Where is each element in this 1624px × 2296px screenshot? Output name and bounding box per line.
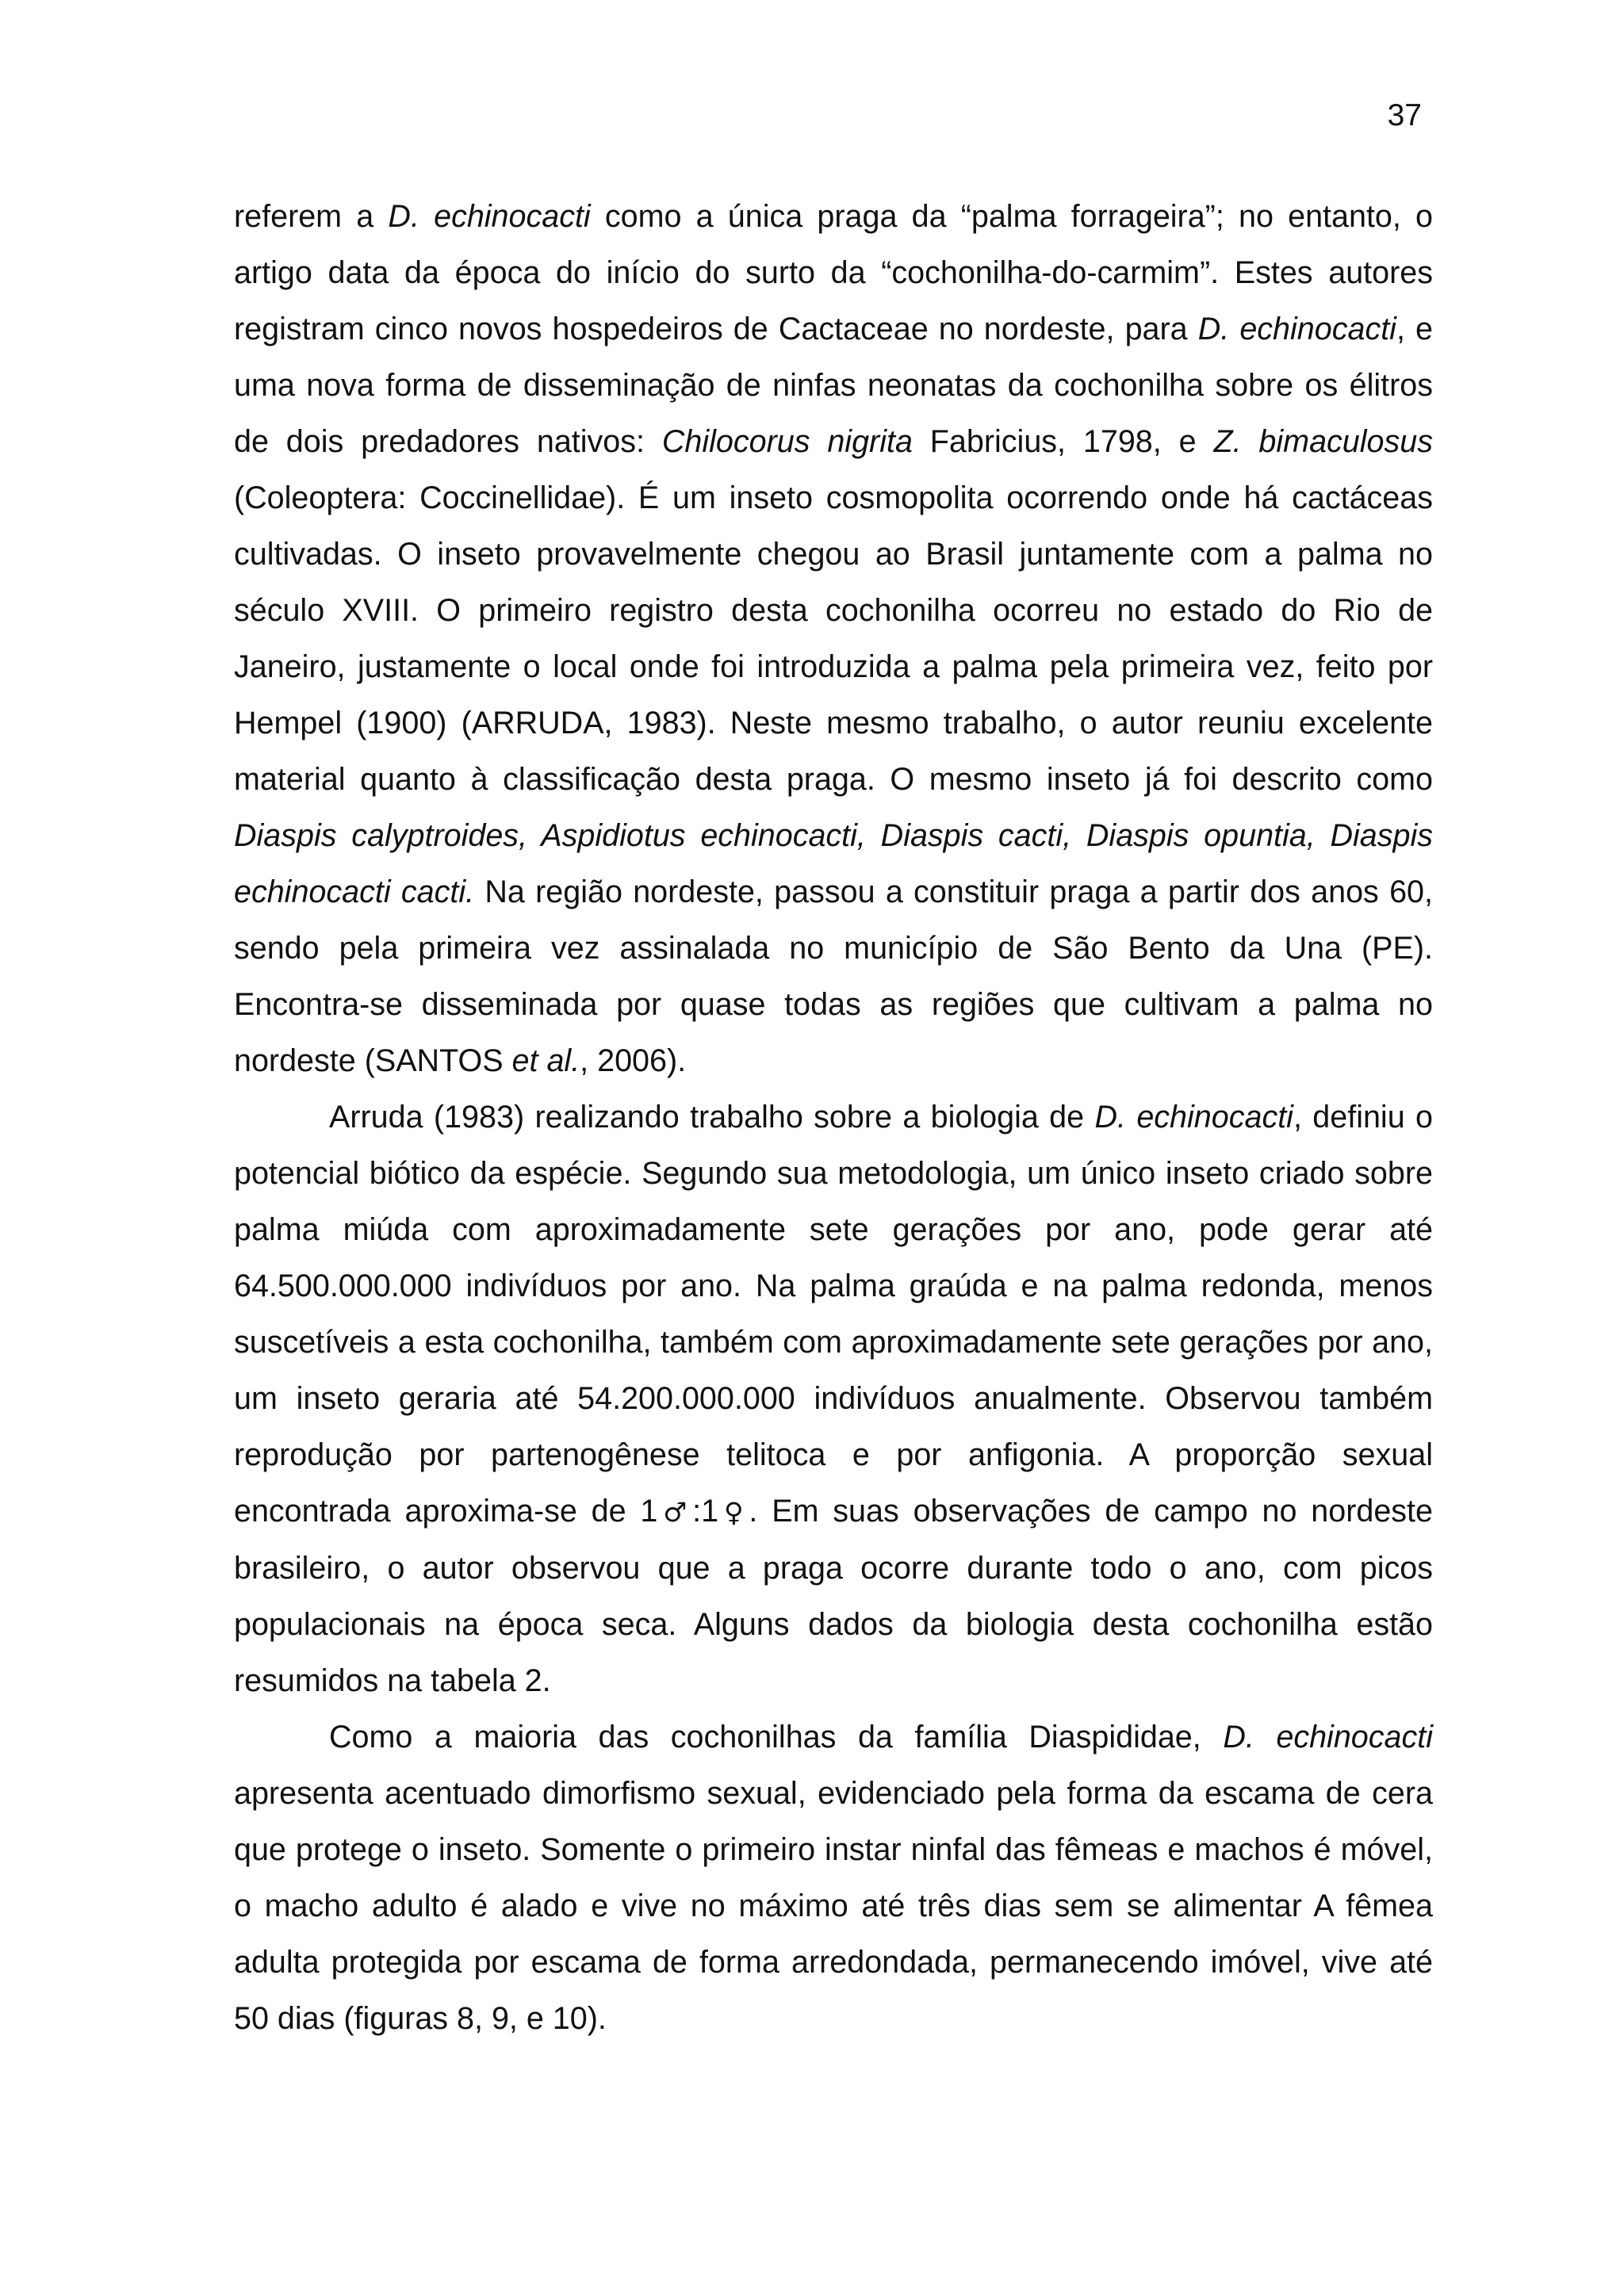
text-run: Fabricius, 1798, e: [912, 424, 1214, 459]
text-run: , definiu o potencial biótico da espécie. Segundo sua metodologia, um único inseto criado sobre palma miúda com aproximadamente sete gerações por ano, pode gerar até 64.500.000.000 indivíduos por ano. Na palma graúda e na palma redonda, menos suscetíveis a esta cochonilha, também com aproximadamente sete gerações por ano, um inseto geraria até 54.200.000.000 indivíduos anualmente. Observou também reprodução por partenogênese telitoca e por anfigonia. A proporção sexual encontrada aproxima-se de 1: [234, 1100, 1434, 1529]
paragraph-1: [234, 189, 1433, 1089]
text-run: referem a: [234, 199, 389, 234]
text-run: como a única praga da “palma forrageira”; no entanto, o artigo data da época do início do surto da “cochonilha-do-carmim”. Estes autores registram cinco novos hospedeiros de Cactaceae no nordeste, para: [234, 199, 1434, 346]
text-run: :1: [692, 1494, 719, 1529]
italic-text: D. echinocacti: [1094, 1100, 1293, 1135]
symbol-text: ♂: [657, 1497, 693, 1528]
text-run: Como a maioria das cochonilhas da família Diaspididae,: [329, 1720, 1224, 1755]
paragraph-3: [234, 1709, 1433, 2047]
paragraph-2: [234, 1089, 1433, 1709]
italic-text: et al.: [511, 1043, 580, 1078]
text-run: Arruda (1983) realizando trabalho sobre a biologia de: [329, 1100, 1095, 1135]
symbol-text: ♀: [718, 1497, 749, 1528]
text-run: , 2006).: [580, 1043, 687, 1078]
text-run: . Em suas observações de campo no nordeste brasileiro, o autor observou que a praga ocorre durante todo o ano, com picos populacionais na época seca. Alguns dados da biologia desta cochonilha estão resumidos na tabela 2.: [234, 1494, 1433, 1698]
page-number: 37: [1387, 98, 1422, 132]
text-run: (Coleoptera: Coccinellidae). É um inseto cosmopolita ocorrendo onde há cactáceas cultivadas. O inseto provavelmente chegou ao Brasil juntamente com a palma no século XVIII. O primeiro registro desta cochonilha ocorreu no estado do Rio de Janeiro, justamente o local onde foi introduzida a palma pela primeira vez, feito por Hempel (1900) (ARRUDA, 1983). Neste mesmo trabalho, o autor reuniu excelente material quanto à classificação desta praga. O mesmo inseto já foi descrito como: [234, 480, 1433, 797]
italic-text: D. echinocacti: [1197, 312, 1396, 346]
italic-text: Diaspis calyptroides, Aspidiotus echinocacti, Diaspis cacti, Diaspis opuntia, Diaspis echinocacti cacti.: [234, 818, 1433, 909]
italic-text: Z. bimaculosus: [1213, 424, 1433, 459]
italic-text: Chilocorus nigrita: [661, 424, 913, 459]
body-text: [234, 189, 1433, 2047]
text-run: , e uma nova forma de disseminação de ninfas neonatas da cochonilha sobre os élitros de dois predadores nativos:: [234, 312, 1434, 459]
text-run: apresenta acentuado dimorfismo sexual, evidenciado pela forma da escama de cera que protege o inseto. Somente o primeiro instar ninfal das fêmeas e machos é móvel, o macho adulto é alado e vive no máximo até três dias sem se alimentar A fêmea adulta protegida por escama de forma arredondada, permanecendo imóvel, vive até 50 dias (figuras 8, 9, e 10).: [234, 1776, 1433, 2036]
italic-text: D. echinocacti: [388, 199, 591, 234]
text-run: Na região nordeste, passou a constituir praga a partir dos anos 60, sendo pela primeira vez assinalada no município de São Bento da Una (PE). Encontra-se disseminada por quase todas as regiões que cultivam a palma no nordeste (SANTOS: [234, 874, 1433, 1078]
italic-text: D. echinocacti: [1223, 1720, 1433, 1755]
